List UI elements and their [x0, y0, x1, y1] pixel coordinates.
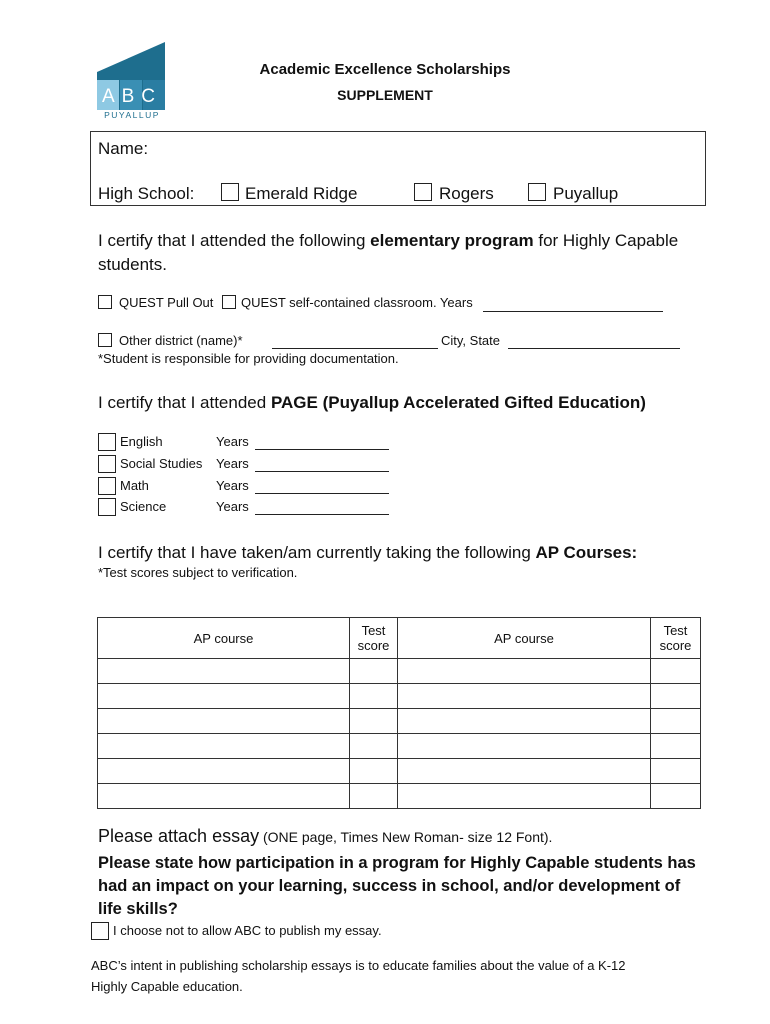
name-label: Name: — [98, 139, 149, 158]
science-years-line[interactable] — [255, 514, 389, 515]
high-school-label: High School: — [98, 184, 195, 203]
test-score-cell[interactable] — [350, 709, 398, 734]
rogers-label: Rogers — [439, 184, 494, 203]
page-title: Academic Excellence Scholarships — [259, 61, 511, 78]
ap-course-cell[interactable] — [398, 759, 651, 784]
social-studies-label: Social Studies — [120, 456, 203, 471]
test-score-header-1: Test score — [350, 618, 398, 659]
ap-course-cell[interactable] — [98, 684, 350, 709]
ap-course-cell[interactable] — [98, 759, 350, 784]
ap-courses-table — [97, 617, 701, 809]
city-state-line[interactable] — [508, 348, 680, 349]
essay-format-note: (ONE page, Times New Roman- size 12 Font). — [259, 829, 553, 845]
ap-course-header-2: AP course — [398, 618, 651, 659]
other-district-checkbox[interactable] — [98, 333, 112, 347]
ap-course-header-1: AP course — [98, 618, 350, 659]
page-heading — [98, 393, 718, 413]
essay-instruction — [98, 826, 718, 847]
test-score-cell[interactable] — [350, 659, 398, 684]
elementary-heading-pre: I certify that I attended the following — [98, 231, 371, 250]
page-heading-pre: I certify that I attended — [98, 393, 271, 412]
test-score-cell[interactable] — [350, 684, 398, 709]
test-score-cell[interactable] — [350, 734, 398, 759]
math-years-line[interactable] — [255, 493, 389, 494]
emerald-ridge-label: Emerald Ridge — [245, 184, 358, 203]
science-years-label: Years — [216, 499, 249, 514]
test-score-cell[interactable] — [651, 734, 701, 759]
no-publish-checkbox[interactable] — [91, 922, 109, 940]
ap-table-header — [98, 618, 701, 659]
english-label: English — [120, 434, 163, 449]
emerald-ridge-checkbox[interactable] — [221, 183, 239, 201]
table-row — [98, 734, 701, 759]
other-district-label: Other district (name)* — [119, 333, 243, 348]
test-score-cell[interactable] — [350, 759, 398, 784]
ap-course-cell[interactable] — [98, 709, 350, 734]
essay-prompt: Please state how participation in a program for Highly Capable students has had an impact on your learning, success in school, and/or development of life skills? — [98, 854, 696, 918]
elementary-heading-bold: elementary program — [370, 231, 534, 250]
ap-course-cell[interactable] — [98, 659, 350, 684]
city-state-label: City, State — [441, 333, 501, 348]
table-row — [98, 659, 701, 684]
rogers-checkbox[interactable] — [414, 183, 432, 201]
math-checkbox[interactable] — [98, 477, 116, 495]
ap-course-cell[interactable] — [398, 734, 651, 759]
ap-course-cell[interactable] — [398, 709, 651, 734]
social-studies-years-line[interactable] — [255, 471, 389, 472]
quest-pull-out-checkbox[interactable] — [98, 295, 112, 309]
test-score-header-2: Test score — [651, 618, 701, 659]
elementary-heading — [98, 229, 698, 277]
test-score-cell[interactable] — [651, 684, 701, 709]
math-years-label: Years — [216, 478, 249, 493]
documentation-note: *Student is responsible for providing documentation. — [98, 351, 399, 366]
no-publish-label: I choose not to allow ABC to publish my essay. — [113, 923, 382, 938]
test-score-cell[interactable] — [651, 709, 701, 734]
social-studies-checkbox[interactable] — [98, 455, 116, 473]
test-score-cell[interactable] — [350, 784, 398, 809]
quest-self-contained-checkbox[interactable] — [222, 295, 236, 309]
elementary-heading-post: for Highly Capable students. — [98, 231, 679, 274]
science-label: Science — [120, 499, 167, 514]
science-checkbox[interactable] — [98, 498, 116, 516]
english-checkbox[interactable] — [98, 433, 116, 451]
test-score-cell[interactable] — [651, 784, 701, 809]
ap-heading — [98, 543, 718, 563]
ap-course-cell[interactable] — [398, 784, 651, 809]
quest-pull-out-label: QUEST Pull Out — [119, 295, 214, 310]
ap-course-cell[interactable] — [98, 734, 350, 759]
puyallup-label: Puyallup — [553, 184, 619, 203]
test-score-cell[interactable] — [651, 659, 701, 684]
attach-essay-label: Please attach essay — [98, 826, 260, 846]
abc-logo — [97, 42, 167, 122]
english-years-label: Years — [216, 434, 249, 449]
social-studies-years-label: Years — [216, 456, 249, 471]
table-row — [98, 684, 701, 709]
page-subtitle: SUPPLEMENT — [337, 87, 433, 103]
ap-course-cell[interactable] — [398, 659, 651, 684]
quest-self-contained-label: QUEST self-contained classroom. Years — [241, 295, 473, 310]
ap-heading-pre: I certify that I have taken/am currently taking the following — [98, 543, 536, 562]
ap-course-cell[interactable] — [398, 684, 651, 709]
puyallup-checkbox[interactable] — [528, 183, 546, 201]
table-row — [98, 709, 701, 734]
other-district-line[interactable] — [272, 348, 438, 349]
footer-line-2: Highly Capable education. — [91, 979, 243, 994]
english-years-line[interactable] — [255, 449, 389, 450]
logo-letters: ABC — [101, 86, 163, 107]
ap-heading-bold: AP Courses: — [535, 543, 638, 562]
test-score-cell[interactable] — [651, 759, 701, 784]
logo-place: PUYALLUP — [104, 110, 160, 120]
page-heading-bold: PAGE (Puyallup Accelerated Gifted Education) — [270, 393, 646, 412]
quest-years-line[interactable] — [483, 311, 663, 312]
math-label: Math — [120, 478, 149, 493]
footer-line-1: ABC’s intent in publishing scholarship essays is to educate families about the value of a K-12 — [91, 958, 626, 973]
ap-note: *Test scores subject to verification. — [98, 565, 298, 580]
ap-course-cell[interactable] — [98, 784, 350, 809]
table-row — [98, 784, 701, 809]
table-row — [98, 759, 701, 784]
